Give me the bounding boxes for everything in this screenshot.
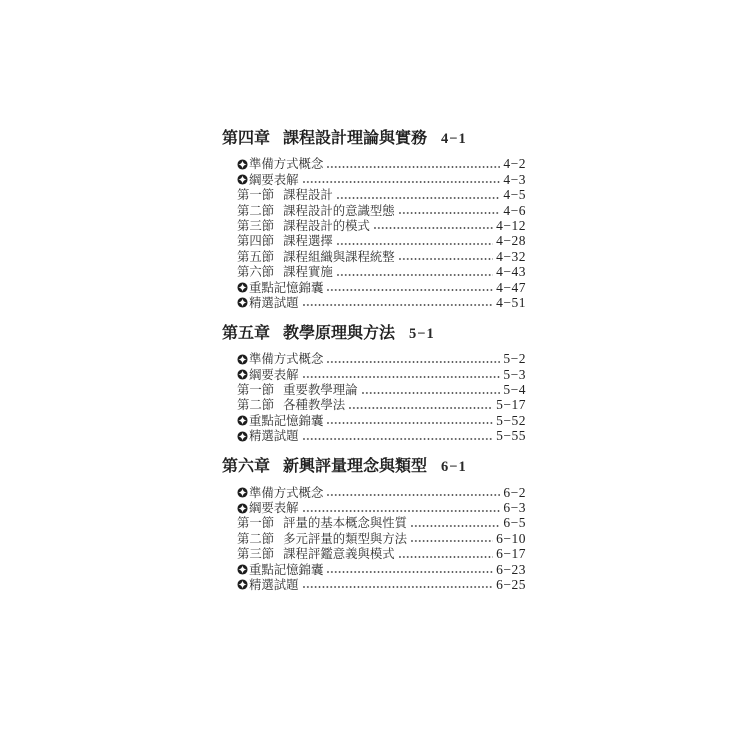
star-bullet-icon: [237, 159, 248, 170]
page-number: 4−6: [503, 202, 526, 218]
star-bullet-icon: [237, 174, 248, 185]
section-number: 第四節: [237, 234, 275, 249]
page-number: 6−10: [496, 530, 526, 546]
dot-leader: [303, 586, 494, 588]
entry-label: 準備方式概念: [249, 352, 324, 367]
dot-leader: [411, 525, 500, 527]
entry-label: 課程實施: [283, 265, 333, 280]
page-number: 4−32: [496, 248, 526, 264]
page-number: 4−3: [503, 171, 526, 187]
dot-leader: [327, 361, 500, 363]
entry-label: 課程設計的模式: [283, 218, 370, 233]
chapter-heading: [222, 457, 526, 477]
entry-label: 各種教學法: [283, 398, 346, 413]
chapter-title: 教學原理與方法: [283, 324, 396, 342]
dot-leader: [399, 212, 501, 214]
entry-label: 重點記憶錦囊: [249, 562, 324, 577]
toc-entry: [222, 218, 526, 233]
entry-label: 課程設計: [283, 188, 333, 203]
toc-entry: [222, 515, 526, 530]
chapter-page-ref: 5−1: [409, 325, 435, 342]
entry-label: 準備方式概念: [249, 485, 324, 500]
star-bullet-icon: [237, 354, 248, 365]
entry-label: 精選試題: [249, 295, 299, 310]
dot-leader: [349, 407, 493, 409]
dot-leader: [327, 422, 493, 424]
star-bullet-icon: [237, 282, 248, 293]
dot-leader: [303, 181, 501, 183]
chapter-heading: [222, 129, 526, 149]
toc-entry: [222, 171, 526, 186]
entry-label: 重要教學理論: [283, 383, 358, 398]
page-number: 6−25: [496, 576, 526, 592]
page-number: 6−23: [496, 561, 526, 577]
dot-leader: [399, 258, 493, 260]
entry-label: 課程選擇: [283, 234, 333, 249]
section-number: 第一節: [237, 188, 275, 203]
chapter-title: 新興評量理念與類型: [283, 458, 428, 476]
dot-leader: [327, 571, 493, 573]
star-bullet-icon: [237, 431, 248, 442]
entry-label: 精選試題: [249, 577, 299, 592]
dot-leader: [327, 494, 500, 496]
page-number: 5−4: [503, 382, 526, 398]
dot-leader: [337, 243, 493, 245]
dot-leader: [303, 438, 494, 440]
entry-label: 綱要表解: [249, 501, 299, 516]
page-number: 4−43: [496, 264, 526, 280]
entry-label: 綱要表解: [249, 172, 299, 187]
section-number: 第一節: [237, 516, 275, 531]
star-bullet-icon: [237, 369, 248, 380]
toc-entry: [222, 202, 526, 217]
toc-entry: [222, 295, 526, 310]
section-number: 第二節: [237, 398, 275, 413]
page-number: 6−17: [496, 546, 526, 562]
toc-entry: [222, 428, 526, 443]
toc-entry: [222, 546, 526, 561]
dot-leader: [374, 227, 493, 229]
page-number: 5−17: [496, 397, 526, 413]
star-bullet-icon: [237, 579, 248, 590]
chapter-number: 第四章: [222, 130, 271, 147]
entry-label: 準備方式概念: [249, 157, 324, 172]
toc-entry: [222, 248, 526, 263]
toc-entry: [222, 233, 526, 248]
page-number: 4−28: [496, 233, 526, 249]
chapter-page-ref: 4−1: [441, 131, 467, 147]
toc-entry: [222, 530, 526, 545]
dot-leader: [303, 510, 501, 512]
toc: [222, 129, 526, 592]
page-number: 4−51: [496, 294, 526, 310]
page-number: 4−47: [496, 279, 526, 295]
page-number: 6−3: [503, 500, 526, 516]
section-number: 第二節: [237, 531, 275, 546]
chapter-heading: [222, 324, 526, 344]
star-bullet-icon: [237, 487, 248, 498]
entry-label: 多元評量的類型與方法: [283, 531, 408, 546]
page-number: 5−55: [496, 428, 526, 444]
star-bullet-icon: [237, 415, 248, 426]
entry-label: 評量的基本概念與性質: [283, 516, 408, 531]
page-number: 5−2: [503, 351, 526, 367]
chapter-number: 第六章: [222, 458, 271, 476]
page-number: 6−5: [503, 515, 526, 531]
dot-leader: [362, 392, 501, 394]
toc-entry: [222, 397, 526, 412]
toc-entry: [222, 412, 526, 427]
entry-label: 重點記憶錦囊: [249, 280, 324, 295]
section-number: 第三節: [237, 218, 275, 233]
toc-entry: [222, 156, 526, 171]
page-number: 4−12: [496, 217, 526, 233]
toc-entry: [222, 484, 526, 499]
entry-label: 課程組織與課程統整: [283, 249, 395, 264]
toc-entry: [222, 577, 526, 592]
dot-leader: [337, 197, 501, 199]
star-bullet-icon: [237, 503, 248, 514]
chapter-number: 第五章: [222, 324, 271, 342]
entry-label: 課程設計的意識型態: [283, 203, 395, 218]
section-number: 第二節: [237, 203, 275, 218]
entry-label: 精選試題: [249, 429, 299, 444]
entry-label: 重點記憶錦囊: [249, 413, 324, 428]
entry-label: 課程評鑑意義與模式: [283, 547, 395, 562]
dot-leader: [411, 540, 493, 542]
star-bullet-icon: [237, 564, 248, 575]
toc-entry: [222, 500, 526, 515]
toc-entry: [222, 351, 526, 366]
toc-entry: [222, 561, 526, 576]
toc-entry: [222, 187, 526, 202]
chapter: [222, 129, 526, 310]
star-bullet-icon: [237, 297, 248, 308]
dot-leader: [303, 376, 501, 378]
page-number: 4−5: [503, 187, 526, 203]
section-number: 第五節: [237, 249, 275, 264]
dot-leader: [303, 304, 494, 306]
chapter-page-ref: 6−1: [441, 459, 467, 476]
page-number: 4−2: [503, 156, 526, 172]
toc-entry: [222, 366, 526, 381]
toc-entry: [222, 279, 526, 294]
page-number: 5−52: [496, 412, 526, 428]
dot-leader: [399, 556, 493, 558]
chapter: [222, 324, 526, 443]
chapter-title: 課程設計理論與實務: [283, 130, 428, 147]
toc-entry: [222, 382, 526, 397]
toc-entry: [222, 264, 526, 279]
page-number: 6−2: [503, 484, 526, 500]
section-number: 第三節: [237, 547, 275, 562]
entry-label: 綱要表解: [249, 367, 299, 382]
section-number: 第一節: [237, 383, 275, 398]
page-number: 5−3: [503, 366, 526, 382]
chapter: [222, 457, 526, 592]
dot-leader: [327, 166, 500, 168]
section-number: 第六節: [237, 265, 275, 280]
dot-leader: [337, 274, 493, 276]
dot-leader: [327, 289, 493, 291]
